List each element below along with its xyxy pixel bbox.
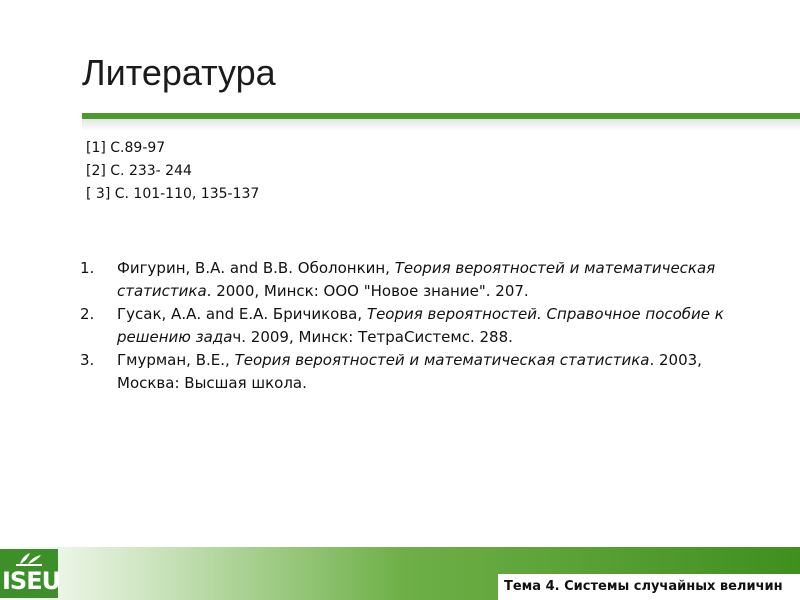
bibliography-item <box>80 257 760 303</box>
bibliography-work-title: Теория вероятностей и математическая статистика <box>234 351 650 369</box>
bibliography-work-title: Теория вероятностей и математическая статистика <box>117 259 716 300</box>
page-references <box>86 137 259 206</box>
iseu-logo <box>0 549 61 598</box>
footer-topic: Тема 4. Системы случайных величин <box>498 574 800 600</box>
bibliography-publication: ч. 2009, Минск: ТетраСистемс. 288. <box>232 328 513 346</box>
bibliography-number: 2. <box>80 305 95 323</box>
bibliography-item <box>80 303 760 349</box>
bibliography-item <box>80 349 760 395</box>
bibliography-number: 1. <box>80 259 95 277</box>
bibliography-authors: Фигурин, В.А. and В.В. Оболонкин, <box>117 259 395 277</box>
bibliography-work-title: Теория вероятностей. Справочное пособие к решению зада <box>117 305 724 346</box>
bibliography-authors: Гмурман, В.Е., <box>117 351 235 369</box>
page-reference-item: [ 3] С. 101-110, 135-137 <box>86 186 260 202</box>
page-reference-item: [1] С.89-97 <box>86 140 166 156</box>
bibliography-publication: . 2003, Москва: Высшая школа. <box>117 351 702 392</box>
logo-text: ISEU <box>2 567 61 595</box>
leaf-icon <box>14 551 44 567</box>
bibliography-authors: Гусак, А.А. and Е.А. Бричикова, <box>117 305 367 323</box>
page-reference-item: [2] С. 233- 244 <box>86 163 192 179</box>
bibliography-publication: . 2000, Минск: ООО "Новое знание". 207. <box>206 282 529 300</box>
bibliography-number: 3. <box>80 351 95 369</box>
title-divider-shadow <box>82 119 800 131</box>
bibliography-list <box>80 257 760 395</box>
slide-title: Литература <box>82 52 276 93</box>
